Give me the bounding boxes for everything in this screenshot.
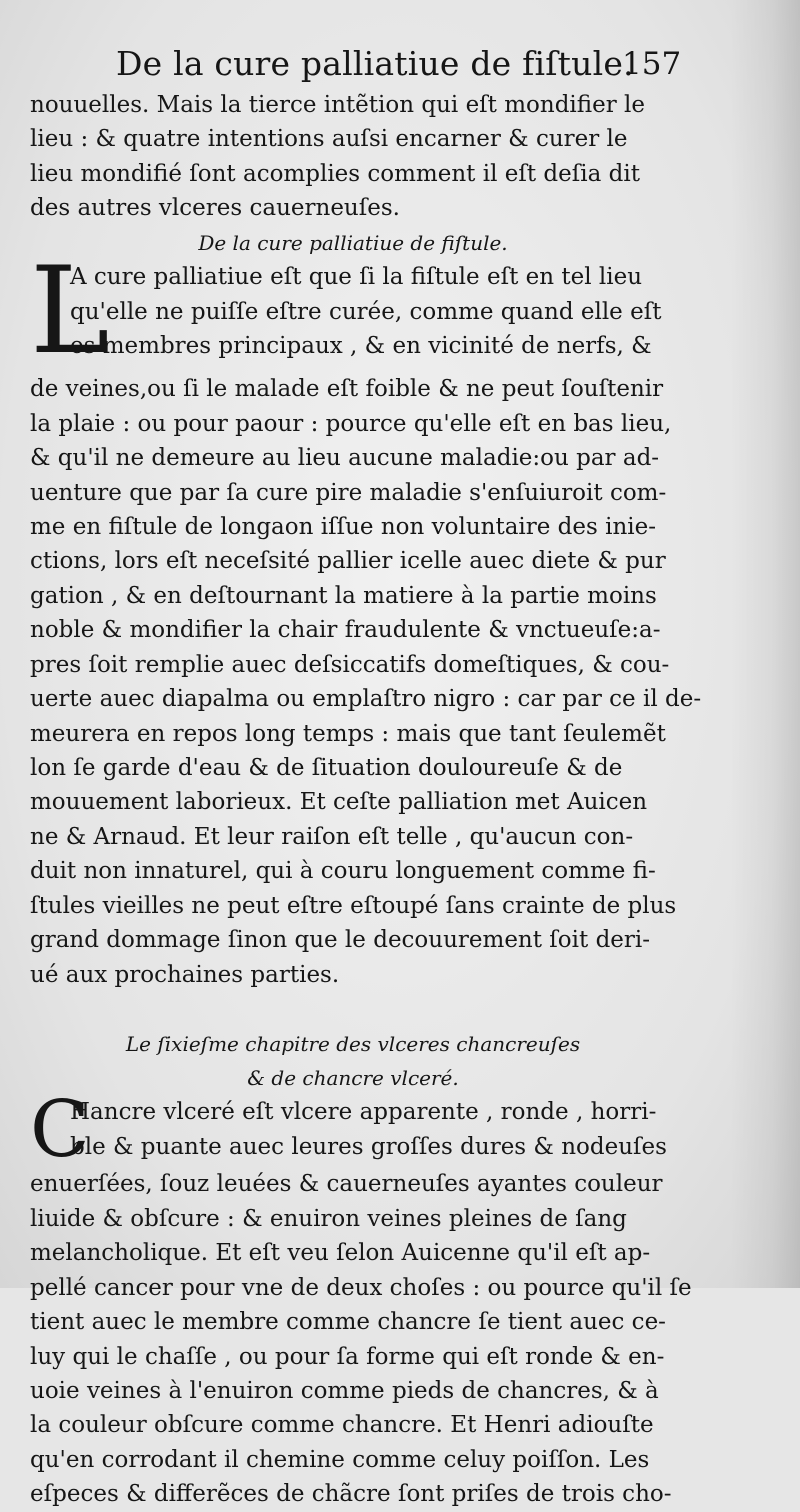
text-line: & qu'il ne demeure au lieu aucune maladie:ou par ad- xyxy=(30,445,660,472)
text-line: duit non innaturel, qui à couru longuement comme fi- xyxy=(30,858,656,885)
text-line: lieu mondifié ſont acomplies comment il eſt deſia dit xyxy=(30,160,640,187)
text-line: es membres principaux , & en vicinité de nerfs, & xyxy=(70,333,652,360)
text-line: grand dommage ſinon que le decouurement ſoit deri- xyxy=(30,927,651,954)
page-header xyxy=(0,44,800,86)
text-line: la couleur obſcure comme chancre. Et Henri adiouſte xyxy=(30,1412,654,1439)
text-line: uoie veines à l'enuiron comme pieds de chancres, & à xyxy=(30,1378,659,1404)
text-line: ué aux prochaines parties. xyxy=(30,961,340,988)
text-line: A cure palliatiue eſt que ſi la fiſtule eſt en tel lieu xyxy=(70,264,643,291)
text-line: pres ſoit remplie auec deſsiccatifs domeſtiques, & cou- xyxy=(30,651,670,678)
text-line: uenture que par ſa cure pire maladie s'enſuiuroit com- xyxy=(30,479,667,506)
chapter-heading-line-1: Le ſixieſme chapitre des vlceres chancreuſes xyxy=(125,1031,581,1056)
text-line: liuide & obſcure : & enuiron veines pleines de ſang xyxy=(30,1205,627,1232)
text-line: luy qui le chaſſe , ou pour ſa forme qui eſt ronde & en- xyxy=(30,1343,665,1370)
text-line: la plaie : ou pour paour : pource qu'elle eſt en bas lieu, xyxy=(30,410,672,437)
page-edge-shadow xyxy=(730,0,800,1288)
text-line: qu'elle ne puiſſe eſtre curée, comme quand elle eſt xyxy=(70,298,662,325)
text-line: eſpeces & differẽces de chãcre ſont priſes de trois cho- xyxy=(30,1481,672,1508)
drop-capital: C xyxy=(30,1085,90,1176)
text-line: uerte auec diapalma ou emplaſtro nigro : car par ce il de- xyxy=(30,686,702,713)
text-line: des autres vlceres cauerneuſes. xyxy=(30,195,400,222)
text-line xyxy=(30,992,676,1026)
text-line: meurera en repos long temps : mais que tant ſeulemẽt xyxy=(30,720,666,747)
chapter-heading-line-2: & de chancre vlceré. xyxy=(247,1065,459,1090)
text-line: de veines,ou ſi le malade eſt foible & ne peut ſouſtenir xyxy=(30,376,664,403)
paragraph-1 xyxy=(30,88,676,226)
text-line: nouuelles. Mais la tierce intẽtion qui eſt mondifier le xyxy=(30,92,646,118)
text-line: melancholique. Et eſt veu ſelon Auicenne qu'il eſt ap- xyxy=(30,1240,651,1267)
text-line: ctions, lors eſt neceſsité pallier icelle auec diete & pur xyxy=(30,548,666,575)
text-line: pellé cancer pour vne de deux choſes : ou pource qu'il ſe xyxy=(30,1274,692,1301)
text-line: me en fiſtule de longaon iſſue non voluntaire des inie- xyxy=(30,513,657,540)
text-line: mouuement laborieux. Et ceſte palliation met Auicen xyxy=(30,789,648,816)
text-line: ble & puante auec leures groſſes dures & nodeuſes xyxy=(70,1133,667,1160)
text-line: lieu : & quatre intentions auſsi encarner & curer le xyxy=(30,126,628,153)
text-line: lon ſe garde d'eau & de ſituation douloureuſe & de xyxy=(30,755,623,781)
text-line: enuerſées, ſouz leuées & cauerneuſes ayantes couleur xyxy=(30,1171,663,1198)
text-line: noble & mondifier la chair fraudulente & vnctueuſe:a- xyxy=(30,617,661,644)
text-line: gation , & en deſtournant la matiere à la partie moins xyxy=(30,582,657,609)
paragraph-3 xyxy=(30,1085,692,1511)
text-line: ne & Arnaud. Et leur raiſon eſt telle , qu'aucun con- xyxy=(30,823,634,850)
running-title: De la cure palliatiue de fiſtule. xyxy=(116,44,634,83)
text-line: Hancre vlceré eſt vlcere apparente , ronde , horri- xyxy=(70,1099,657,1126)
text-block xyxy=(30,88,702,1512)
text-line: tient auec le membre comme chancre ſe tient auec ce- xyxy=(30,1309,666,1336)
text-line: qu'en corrodant il chemine comme celuy poiſſon. Les xyxy=(30,1446,650,1473)
section-heading: De la cure palliatiue de fiſtule. xyxy=(198,230,508,255)
text-line: ſtules vieilles ne peut eſtre eſtoupé ſans crainte de plus xyxy=(30,892,677,919)
drop-capital: L xyxy=(30,242,110,382)
page-number: 157 xyxy=(622,46,682,82)
